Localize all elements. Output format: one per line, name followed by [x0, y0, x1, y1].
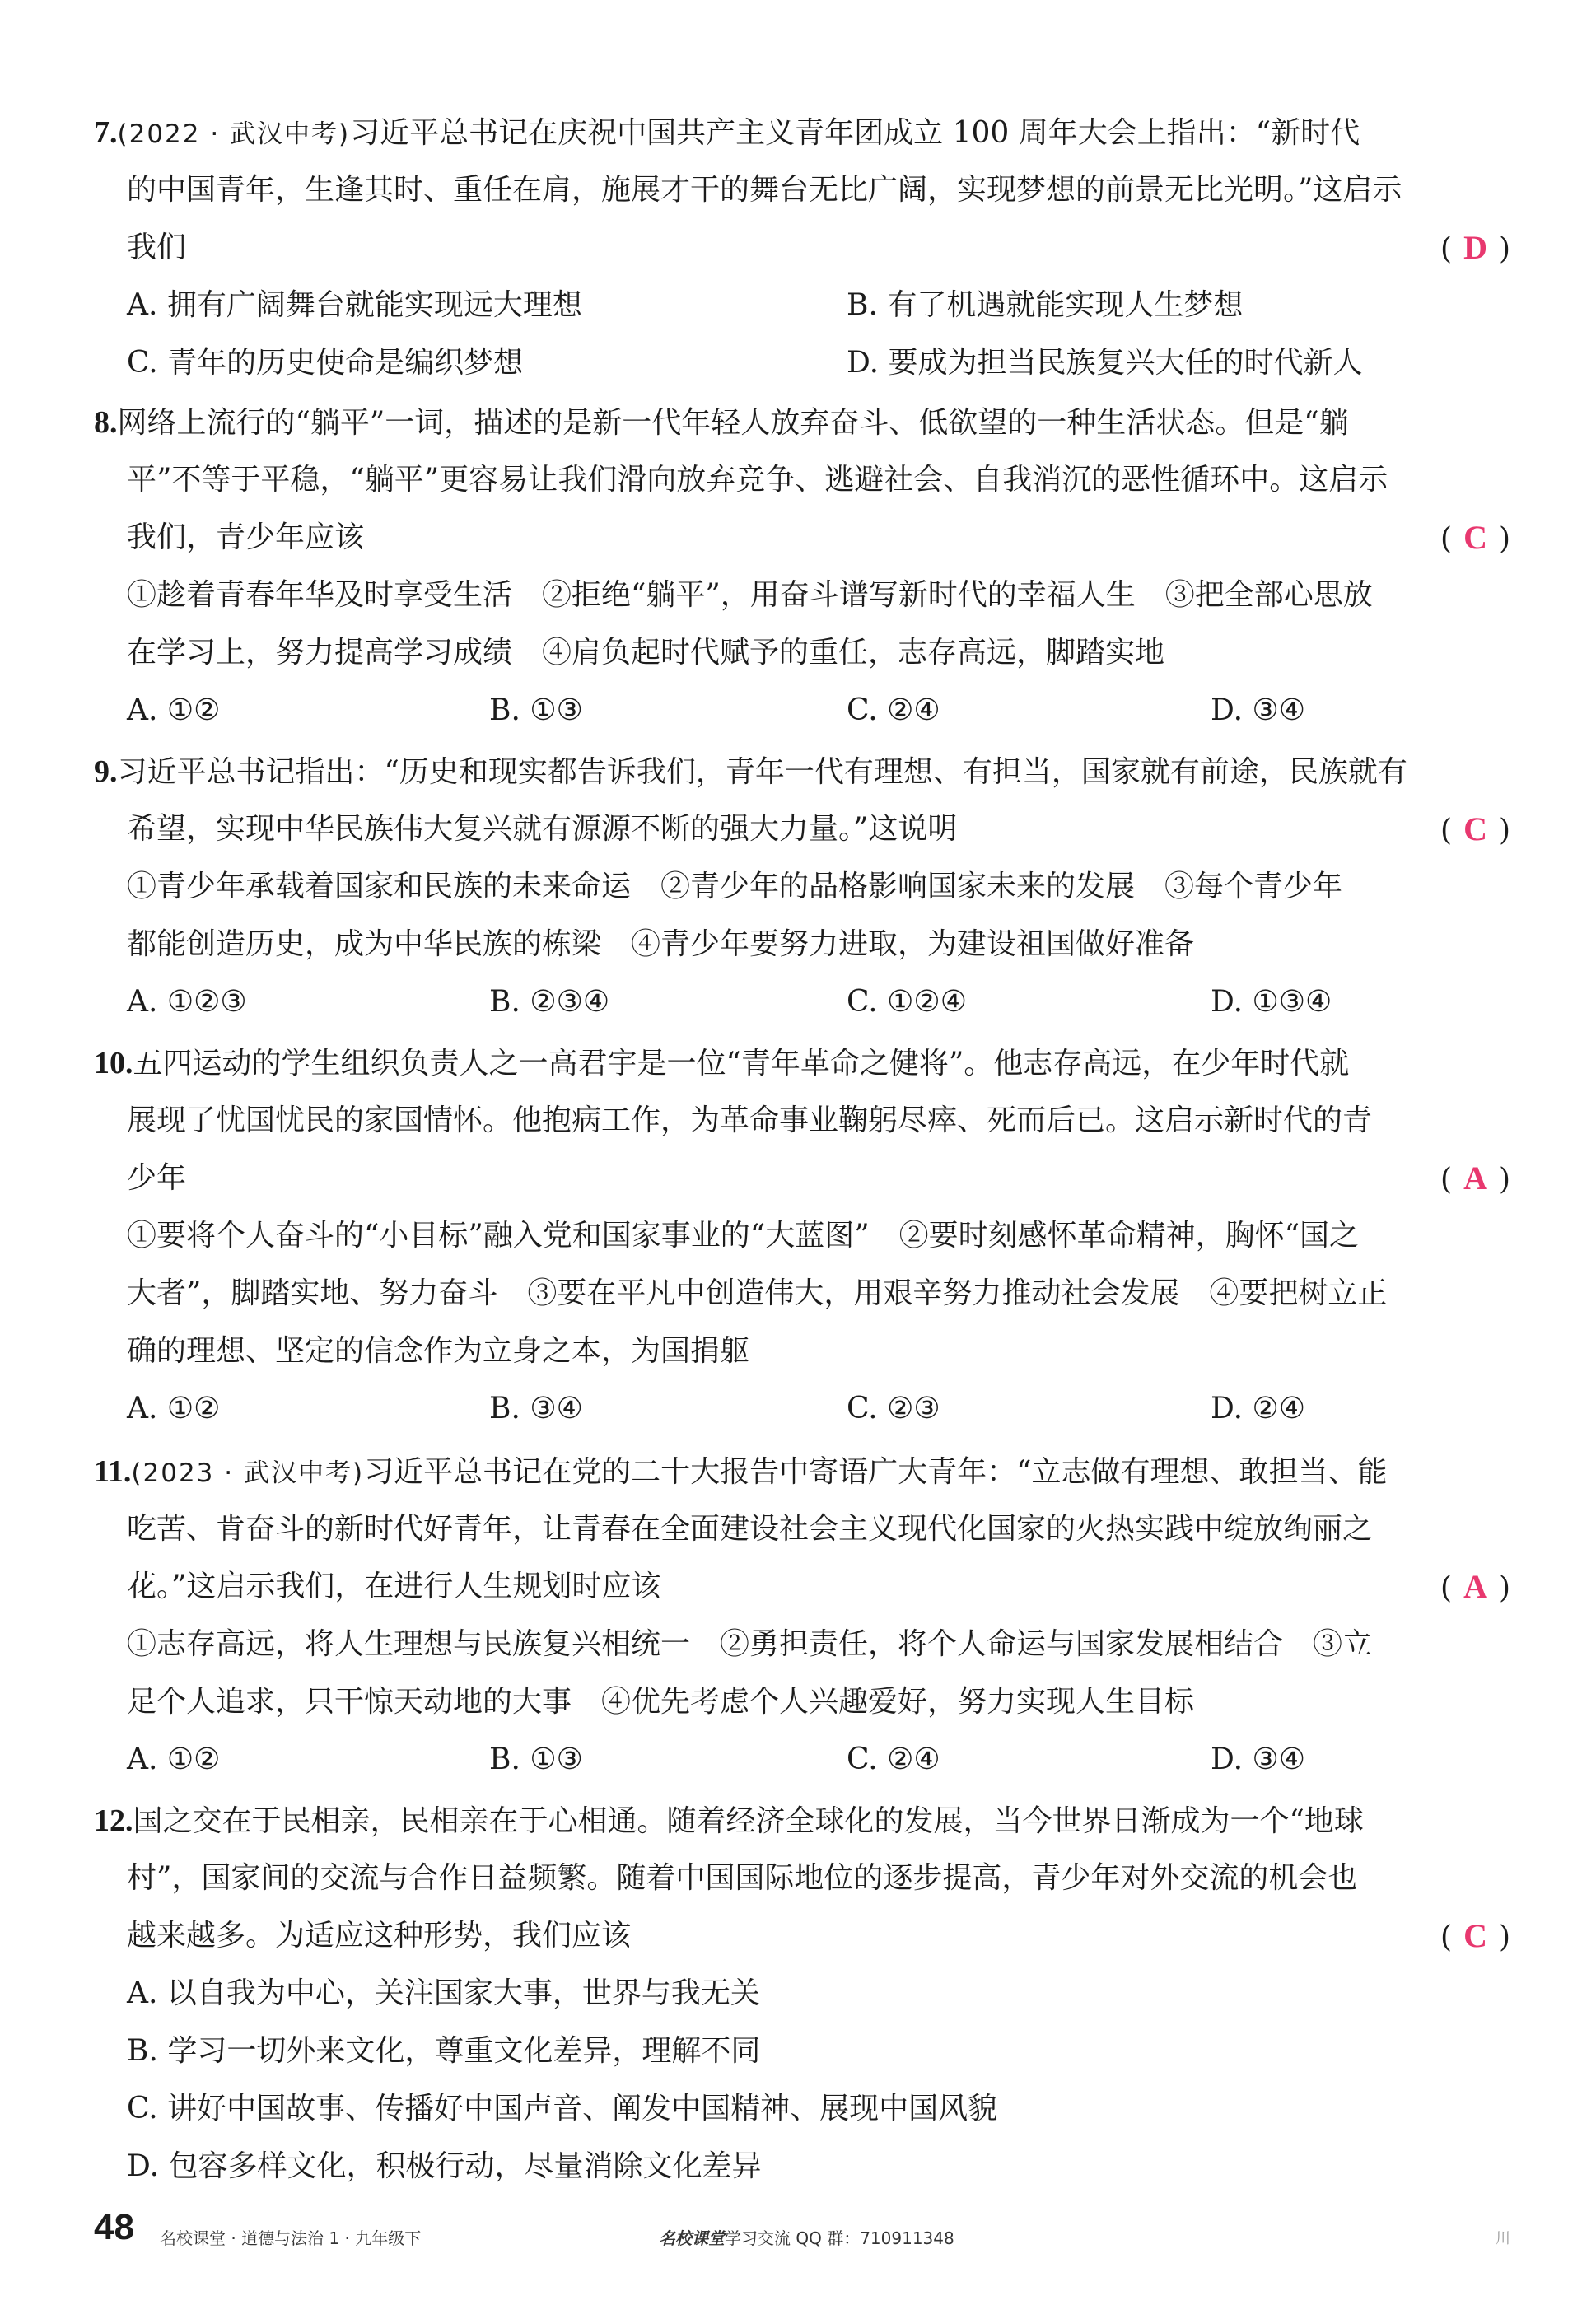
- option-row: [94, 334, 1510, 392]
- question-number: 8.: [94, 405, 118, 440]
- option-a: A. 拥有广阔舞台就能实现远大理想: [127, 288, 582, 322]
- option-d: D. ②④: [1211, 1392, 1306, 1425]
- option-b: B. ②③④: [489, 985, 610, 1019]
- answer-letter: A: [1463, 1568, 1487, 1605]
- question-stem-line: 村”，国家间的交流与合作日益频繁。随着中国国际地位的逐步提高，青少年对外交流的机会也: [127, 1861, 1358, 1895]
- answer-letter: C: [1463, 519, 1487, 556]
- question-11: [94, 1443, 1510, 1789]
- qq-group-info: [659, 2225, 954, 2249]
- option-d: D. ③④: [1211, 1743, 1306, 1776]
- question-stem-line: 吃苦、肯奋斗的新时代好青年，让青春在全面建设社会主义现代化国家的火热实践中绽放绚丽之: [127, 1512, 1373, 1546]
- question-text: 少年: [127, 1161, 187, 1195]
- question-stem-line: 平”不等于平稳，“躺平”更容易让我们滑向放弃竞争、逃避社会、自我消沉的恶性循环中。这启示: [127, 463, 1388, 497]
- option-b: B. 学习一切外来文化，尊重文化差异，理解不同: [127, 2034, 761, 2068]
- question-stem-line: [94, 1150, 1510, 1207]
- option-row: [94, 682, 1510, 740]
- question-text: 网络上流行的“躺平”一词，描述的是新一代年轻人放弃奋斗、低欲望的一种生活状态。但是“躺: [117, 406, 1349, 440]
- question-source: (2022 · 武汉中考): [117, 119, 351, 149]
- answer-letter: D: [1463, 229, 1487, 266]
- answer-bracket: ( C ): [1440, 810, 1510, 847]
- option-c: C. ②④: [847, 693, 940, 727]
- option-row: [94, 1380, 1510, 1438]
- option-c: C. ②③: [847, 1392, 940, 1425]
- statement-line: ①志存高远，将人生理想与民族复兴相统一 ②勇担责任，将个人命运与国家发展相结合 ③立: [127, 1627, 1373, 1661]
- option-b: B. ①③: [489, 693, 583, 727]
- answer-bracket: ( C ): [1440, 1917, 1510, 1954]
- option-d: D. 包容多样文化，积极行动，尽量消除文化差异: [127, 2149, 762, 2183]
- question-number: 10.: [94, 1046, 133, 1080]
- statement-line: 确的理想、坚定的信念作为立身之本，为国捐躯: [127, 1334, 750, 1368]
- question-number: 12.: [94, 1803, 133, 1838]
- option-b: B. ③④: [489, 1392, 583, 1425]
- option-d: D. 要成为担当民族复兴大任的时代新人: [847, 346, 1363, 380]
- page-number: 48: [94, 2207, 134, 2247]
- question-number: 9.: [94, 754, 118, 789]
- question-stem-line: [94, 743, 1510, 800]
- statement-line: 大者”，脚踏实地、努力奋斗 ③要在平凡中创造伟大，用艰辛努力推动社会发展 ④要把树立正: [127, 1276, 1388, 1310]
- option-d: D. ③④: [1211, 693, 1306, 727]
- answer-letter: C: [1463, 1917, 1487, 1954]
- answer-bracket: ( C ): [1440, 519, 1510, 556]
- statement-line: ①青少年承载着国家和民族的未来命运 ②青少年的品格影响国家未来的发展 ③每个青少年: [127, 870, 1343, 903]
- question-8: [94, 394, 1510, 740]
- book-title: 名校课堂 · 道德与法治 1 · 九年级下: [160, 2228, 422, 2248]
- option-c: C. ①②④: [847, 985, 967, 1019]
- answer-letter: A: [1463, 1160, 1487, 1197]
- brand-logo-text: 名校课堂: [659, 2228, 725, 2248]
- question-stem-line: [94, 1443, 1510, 1500]
- option-a: A. 以自我为中心，关注国家大事，世界与我无关: [127, 1976, 760, 2010]
- answer-bracket: ( D ): [1440, 229, 1510, 266]
- question-stem-line: [94, 219, 1510, 277]
- answer-letter: C: [1463, 810, 1487, 847]
- question-text: 习近平总书记在庆祝中国共产主义青年团成立 100 周年大会上指出：“新时代: [350, 116, 1360, 150]
- question-stem-line: [94, 394, 1510, 451]
- option-row: [94, 973, 1510, 1031]
- answer-bracket: ( A ): [1440, 1160, 1510, 1197]
- option-a: A. ①②: [127, 1392, 221, 1425]
- question-stem-line: [94, 800, 1510, 858]
- statement-line: 足个人追求，只干惊天动地的大事 ④优先考虑个人兴趣爱好，努力实现人生目标: [127, 1685, 1195, 1719]
- question-stem-line: [94, 1034, 1510, 1092]
- statement-line: ①要将个人奋斗的“小目标”融入党和国家事业的“大蓝图” ②要时刻感怀革命精神，胸怀“国之: [127, 1219, 1360, 1253]
- question-stem-line: [94, 509, 1510, 567]
- question-stem-line: 展现了忧国忧民的家国情怀。他抱病工作，为革命事业鞠躬尽瘁、死而后已。这启示新时代的青: [127, 1104, 1373, 1137]
- question-9: [94, 743, 1510, 1031]
- answer-bracket: ( A ): [1440, 1568, 1510, 1605]
- question-text: 习近平总书记在党的二十大报告中寄语广大青年：“立志做有理想、敢担当、能: [364, 1455, 1388, 1489]
- option-b: B. ①③: [489, 1743, 583, 1776]
- question-source: (2023 · 武汉中考): [131, 1458, 365, 1488]
- corner-mark: 川: [1496, 2230, 1510, 2247]
- question-text: 五四运动的学生组织负责人之一高君宇是一位“青年革命之健将”。他志存高远，在少年时代就: [133, 1047, 1350, 1080]
- question-stem-line: [94, 104, 1510, 161]
- qq-group-text: 学习交流 QQ 群：710911348: [725, 2228, 954, 2248]
- option-d: D. ①③④: [1211, 985, 1332, 1019]
- question-text: 我们: [127, 231, 187, 264]
- question-text: 习近平总书记指出：“历史和现实都告诉我们，青年一代有理想、有担当，国家就有前途，民族就有: [117, 755, 1407, 789]
- option-c: C. ②④: [847, 1743, 940, 1776]
- option-b: B. 有了机遇就能实现人生梦想: [847, 288, 1244, 322]
- question-stem-line: 的中国青年，生逢其时、重任在肩，施展才干的舞台无比广阔，实现梦想的前景无比光明。”这启示: [127, 173, 1402, 207]
- question-text: 花。”这启示我们，在进行人生规划时应该: [127, 1570, 661, 1603]
- statement-line: ①趁着青春年华及时享受生活 ②拒绝“躺平”，用奋斗谱写新时代的幸福人生 ③把全部心思放: [127, 578, 1373, 612]
- question-text: 国之交在于民相亲，民相亲在于心相通。随着经济全球化的发展，当今世界日渐成为一个“地球: [133, 1804, 1364, 1838]
- page-footer: [94, 2207, 1510, 2256]
- question-stem-line: [94, 1907, 1510, 1965]
- option-a: A. ①②: [127, 1743, 221, 1776]
- question-7: [94, 104, 1510, 392]
- option-c: C. 讲好中国故事、传播好中国声音、阐发中国精神、展现中国风貌: [127, 2092, 998, 2125]
- question-12: [94, 1792, 1510, 2195]
- statement-line: 都能创造历史，成为中华民族的栋梁 ④青少年要努力进取，为建设祖国做好准备: [127, 927, 1195, 961]
- option-c: C. 青年的历史使命是编织梦想: [127, 346, 524, 380]
- question-number: 11.: [94, 1454, 132, 1489]
- option-a: A. ①②: [127, 693, 221, 727]
- question-text: 希望，实现中华民族伟大复兴就有源源不断的强大力量。”这说明: [127, 812, 958, 846]
- question-stem-line: [94, 1792, 1510, 1850]
- option-row: [94, 1731, 1510, 1789]
- option-row: [94, 277, 1510, 334]
- question-text: 越来越多。为适应这种形势，我们应该: [127, 1919, 632, 1953]
- option-a: A. ①②③: [127, 985, 247, 1019]
- question-number: 7.: [94, 115, 118, 150]
- question-text: 我们，青少年应该: [127, 520, 365, 554]
- question-10: [94, 1034, 1510, 1438]
- statement-line: 在学习上，努力提高学习成绩 ④肩负起时代赋予的重任，志存高远，脚踏实地: [127, 636, 1165, 670]
- question-stem-line: [94, 1558, 1510, 1616]
